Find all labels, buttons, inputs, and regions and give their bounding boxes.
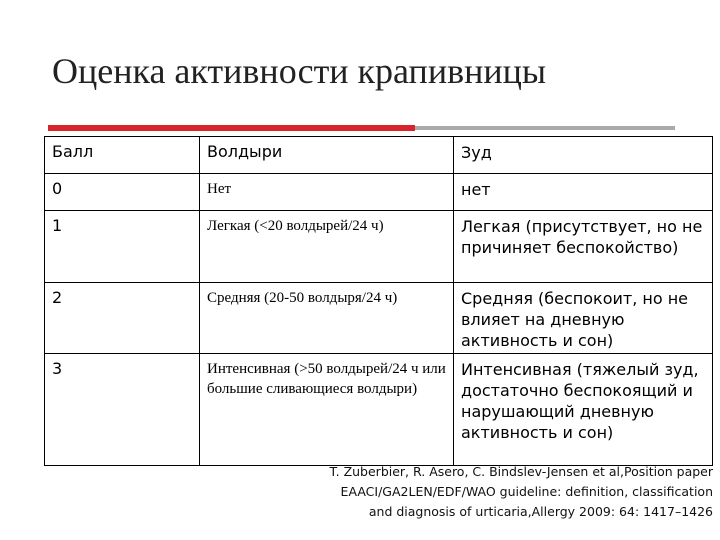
- table-row: [45, 211, 713, 283]
- wheals-text: Средняя (20-50 волдыря/24 ч): [207, 290, 398, 306]
- title-underline-gray: [415, 126, 675, 130]
- urticaria-activity-table: [44, 136, 713, 466]
- score-cell: [45, 354, 200, 466]
- wheals-cell: [200, 211, 454, 283]
- table-row: [45, 354, 713, 466]
- citation: [329, 462, 713, 522]
- wheals-cell: [200, 354, 454, 466]
- score-value: 2: [52, 288, 63, 307]
- title-underline-accent: [48, 125, 415, 131]
- citation-line: EAACI/GA2LEN/EDF/WAO guideline: definition, classification: [340, 484, 713, 499]
- wheals-text: Легкая (<20 волдырей/24 ч): [207, 218, 384, 234]
- wheals-text: Нет: [207, 181, 232, 197]
- wheals-cell: [200, 174, 454, 211]
- header-itch-label: Зуд: [461, 143, 492, 162]
- score-cell: [45, 211, 200, 283]
- itch-cell: [454, 211, 713, 283]
- page-title: Оценка активности крапивницы: [52, 51, 547, 91]
- itch-text: Легкая (присутствует, но не причиняет беспокойство): [461, 217, 703, 257]
- wheals-text: Интенсивная (>50 волдырей/24 ч или большие сливающиеся волдыри): [207, 361, 446, 397]
- table-row: [45, 174, 713, 211]
- header-cell-itch: [454, 137, 713, 174]
- citation-line: T. Zuberbier, R. Asero, C. Bindslev-Jensen et al,Position paper: [329, 464, 713, 479]
- score-cell: [45, 174, 200, 211]
- score-cell: [45, 283, 200, 354]
- header-cell-wheals: [200, 137, 454, 174]
- itch-cell: [454, 354, 713, 466]
- table-header-row: [45, 137, 713, 174]
- itch-cell: [454, 174, 713, 211]
- score-value: 3: [52, 359, 63, 378]
- citation-line: and diagnosis of urticaria,Allergy 2009: 64: 1417–1426: [368, 504, 713, 519]
- itch-text: нет: [461, 180, 491, 199]
- header-score-label: Балл: [52, 142, 94, 161]
- header-wheals-label: Волдыри: [207, 142, 283, 161]
- itch-cell: [454, 283, 713, 354]
- wheals-cell: [200, 283, 454, 354]
- itch-text: Интенсивная (тяжелый зуд, достаточно беспокоящий и нарушающий дневную активность и сон): [461, 360, 699, 442]
- header-cell-score: [45, 137, 200, 174]
- itch-text: Средняя (беспокоит, но не влияет на дневную активность и сон): [461, 289, 689, 350]
- score-value: 0: [52, 179, 63, 198]
- score-value: 1: [52, 216, 63, 235]
- table-row: [45, 283, 713, 354]
